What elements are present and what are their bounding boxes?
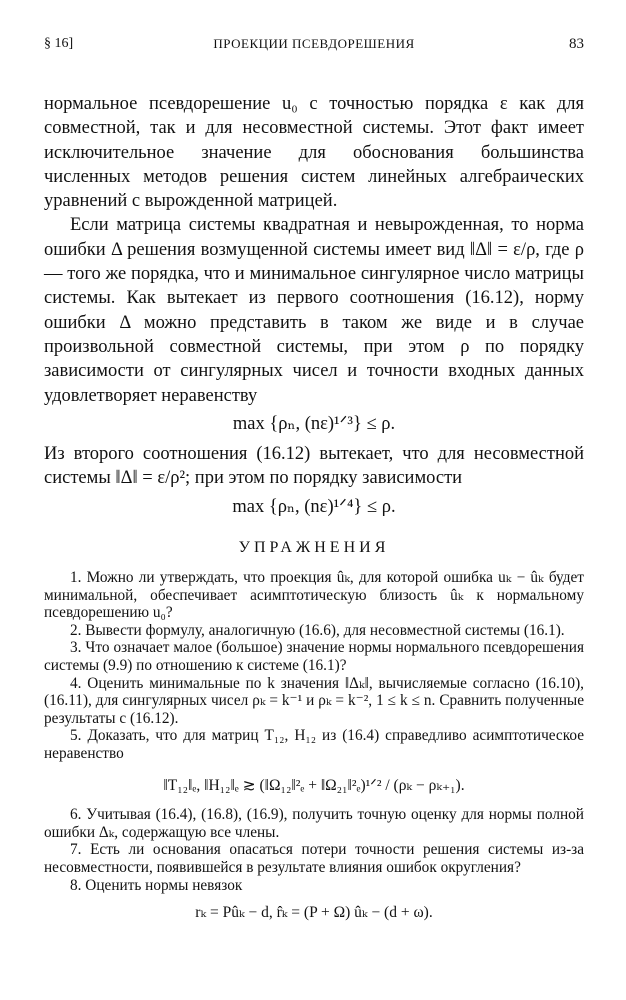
exercises-list [44,569,584,922]
book-page [44,36,584,922]
running-title: ПРОЕКЦИИ ПСЕВДОРЕШЕНИЯ [213,36,415,51]
exercise-item: 2. Вывести формулу, аналогичную (16.6), для несовместной системы (16.1). [70,621,565,639]
exercises-heading: УПРАЖНЕНИЯ [238,539,390,557]
exercise-item: 6. Учитывая (16.4), (16.8), (16.9), получить точную оценку для нормы полной ошибки Δₖ, содержащую все члены. [44,806,584,841]
paragraph: Если матрица системы квадратная и невырожденная, то норма ошибки Δ решения возмущенной системы имеет вид ‖Δ‖ = ε/ρ, где ρ — того же порядка, что и минимальное сингулярное число матрицы системы. Как вытекает из первого соотношения (16.12), норму ошибки Δ можно представить в таком же виде и в случае произвольной совместной системы, при этом ρ по порядку зависимости от сингулярных чисел и точности входных данных удовлетворяет неравенству [44,215,584,406]
display-formula: max {ρₙ, (nε)¹ᐟ³} ≤ ρ. [232,413,396,434]
exercise-item: 5. Доказать, что для матриц T₁₂, H₁₂ из (16.4) справедливо асимптотическое неравенство [44,727,584,762]
exercise-item: 7. Есть ли основания опасаться потери точности решения системы из-за несовместности, появившейся в результате влияния ошибок округления? [44,841,584,876]
exercise-item: 8. Оценить нормы невязок [70,876,243,894]
display-formula: rₖ = Pûₖ − d, r̂ₖ = (P + Ω) ûₖ − (d + ω). [195,904,433,922]
main-text [44,92,584,519]
display-formula: ‖T₁₂‖ₑ, ‖H₁₂‖ₑ ≳ (‖Ω₁₂‖²ₑ + ‖Ω₂₁‖²ₑ)¹ᐟ² / (ρₖ − ρₖ₊₁). [163,776,465,794]
paragraph: Из второго соотношения (16.12) вытекает, что для несовместной системы ‖Δ‖ = ε/ρ²; при этом по порядку зависимости [44,444,584,489]
running-head [44,36,584,60]
exercise-item: 4. Оценить минимальные по k значения ‖Δₖ‖, вычисляемые согласно (16.10), (16.11), для сингулярных чисел ρₖ = k⁻¹ и ρₖ = k⁻², 1 ≤ k ≤ n. Сравнить полученные результаты с (16.12). [44,674,584,727]
display-formula: max {ρₙ, (nε)¹ᐟ⁴} ≤ ρ. [232,496,396,517]
exercise-item: 3. Что означает малое (большое) значение нормы нормального псевдорешения системы (9.9) по отношению к системе (16.1)? [44,639,584,675]
exercise-item: 1. Можно ли утверждать, что проекция ûₖ, для которой ошибка uₖ − ûₖ будет минимальной, обеспечивает асимптотическую близость ûₖ к нормальному псевдорешению u₀? [44,569,584,622]
page-number: 83 [569,36,584,52]
paragraph: нормальное псевдорешение u₀ с точностью порядка ε как для совместной, так и для несовместной системы. Этот факт имеет исключительное значение для обоснования большинства численных методов решения систем линейных алгебраических уравнений с вырожденной матрицей. [44,94,584,212]
section-mark: § 16] [44,36,74,51]
